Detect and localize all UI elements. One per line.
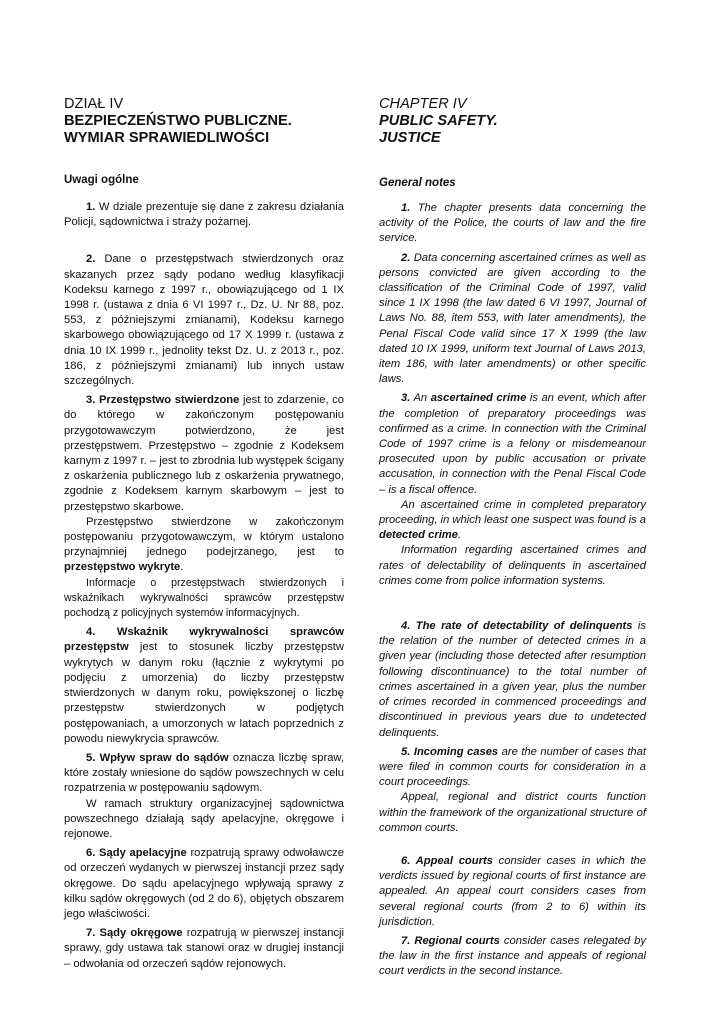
note-text: The chapter presents data concerning the activity of the Police, the courts of law and the fire service. <box>379 202 646 245</box>
note-number: 7. <box>401 934 411 947</box>
note-term: detected crime <box>379 529 458 542</box>
note-6 <box>64 846 344 922</box>
note-text: rozpatrują sprawy odwoławcze od orzeczeń wydanych w pierwszej instancji przez sądy okręgowe. Do sądu apelacyjnego wpływają sprawy z kilku sądów okręgowych (od 2 do 6), objętych obszarem jego właściwości. <box>64 847 344 920</box>
note-term: The rate of detectability of delinquents <box>410 620 633 633</box>
note-text: is the relation of the number of detected crimes in a given year (including those detected after resumption following discontinuance) to the total number of crimes ascertained in a given year, plus the number of crimes recorded in commenced proceedings and discontinued in previous years due to undetected delinquents. <box>379 620 646 739</box>
note-7 <box>64 926 344 972</box>
note-term: Wskaźnik wykrywalności sprawców przestępstw <box>64 626 344 654</box>
english-column <box>379 96 646 980</box>
note-term: Sądy apelacyjne <box>95 847 187 860</box>
note-text: jest to zdarzenie, co do którego w zakończonym postępowaniu przygotowawczym potwierdzono, że jest przestępstwem. Przestępstwo – zgodnie z Kodeksem karnym z 1997 r. – jest to zbrodnia lub występek ścigany z oskarżenia publicznego lub z oskarżenia prywatnego, zgodnie z Kodeksem karnym skarbowym – jest to przestępstwo skarbowe. <box>64 394 344 513</box>
note-number: 4. <box>86 626 96 639</box>
note-text: is an event, which after the completion of preparatory proceedings was confirmed as a crime. In connection with the Criminal Code of 1997 crime is a felony or misdemeanour prosecuted upon by public accusation or private accusation, in connection with the Penal Fiscal Code – is a fiscal offence. <box>379 392 646 496</box>
note-number: 1. <box>401 202 411 214</box>
note-number: 2. <box>401 251 411 264</box>
note-number: 3. <box>86 394 96 407</box>
note-term: Appeal courts <box>410 854 493 867</box>
note-6 <box>379 854 646 930</box>
note-number: 7. <box>86 927 96 940</box>
note-number: 3. <box>401 392 411 405</box>
note-number: 5. <box>401 745 411 758</box>
note-5 <box>64 751 344 797</box>
note-term: Przestępstwo stwierdzone <box>95 394 240 407</box>
note-text: consider cases relegated by the law in the first instance and appeals of regional court verdicts in the second instance. <box>379 934 646 978</box>
notes-title: Uwagi ogólne <box>64 174 139 186</box>
note-text: Information regarding ascertained crimes and rates of delectability of delinquents in ascertained crimes come from police information systems. <box>379 544 646 587</box>
notes-title: General notes <box>379 177 456 189</box>
note-term: przestępstwo wykryte <box>64 561 181 574</box>
note-number: 5. <box>86 751 96 764</box>
note-text: W dziale prezentuje się dane z zakresu działania Policji, sądownictwa i straży pożarnej. <box>64 201 344 229</box>
note-5-continued <box>379 790 646 836</box>
note-number: 2. <box>86 253 96 266</box>
note-2 <box>379 251 646 388</box>
note-text: consider cases in which the verdicts issued by regional courts of first instance are appealed. An appeal court considers cases from several regional courts (from 2 to 6) within its jurisdiction. <box>379 854 646 928</box>
note-term: Incoming cases <box>410 745 499 758</box>
note-text: rozpatrują w pierwszej instancji sprawy, gdy ustawa tak stanowi oraz w drugiej instancji – odwołania od orzeczeń sądów rejonowych. <box>64 927 344 970</box>
note-text: are the number of cases that were filed in common courts for consideration in a court proceedings. <box>379 745 646 789</box>
note-text: Przestępstwo stwierdzone w zakończonym postępowaniu przygotowawczym, w którym ustalono przynajmniej jednego podejrzanego, jest to <box>64 515 344 559</box>
note-text: W ramach struktury organizacyjnej sądownictwa powszechnego działają sądy apelacyjne, okręgowe i rejonowe. <box>64 797 344 840</box>
note-text: Informacje o przestępstwach stwierdzonych i wskaźnikach wykrywalności sprawców przestępstw pochodzą z policyjnych systemów informacyjnych. <box>64 576 344 620</box>
note-1 <box>64 200 344 230</box>
note-term: Wpływ spraw do sądów <box>95 751 229 764</box>
note-3 <box>379 391 646 497</box>
note-text: An ascertained crime in completed preparatory proceeding, in which least one suspect was found is a <box>379 498 646 527</box>
note-text: oznacza liczbę spraw, które zostały wniesione do sądów powszechnych w celu rozpatrzenia w postępowaniu sądowym. <box>64 751 344 795</box>
chapter-heading-line1: BEZPIECZEŃSTWO PUBLICZNE. <box>64 113 292 129</box>
note-term: Regional courts <box>410 934 500 947</box>
note-number: 6. <box>401 854 411 867</box>
note-3 <box>64 393 344 515</box>
note-5 <box>379 745 646 791</box>
note-number: 1. <box>86 201 96 213</box>
note-text: Dane o przestępstwach stwierdzonych oraz skazanych przez sądy podano według klasyfikacji Kodeksu karnego z 1997 r., obowiązującego od 1 IX 1998 r. (ustawa z dnia 6 VI 1997 r., Dz. U. Nr 88, poz. 553, z późniejszymi zmianami), Kodeksu karnego skarbowego obowiązującego od 17 X 1999 r. (ustawa z dnia 10 IX 1999 r., jednolity tekst Dz. U. z 2013 r., poz. 186, z późniejszymi zmianami) lub innych ustaw szczególnych. <box>64 253 344 388</box>
note-3-source <box>379 543 646 589</box>
note-text-end: . <box>180 561 184 574</box>
note-3-continued <box>64 515 344 576</box>
note-text: jest to stosunek liczby przestępstw wykrytych w danym roku (łącznie z wykrytymi po podjęciu z umorzenia) do liczby przestępstw stwierdzonych w danym roku, powiększonej o liczbę przestępstw stwierdzonych w podjętych postępowaniach, a umorzonych w latach poprzednich z powodu niewykrycia sprawców. <box>64 641 344 745</box>
note-text-end: . <box>457 529 462 542</box>
note-2 <box>64 252 344 389</box>
note-4 <box>379 619 646 741</box>
note-text: An <box>410 392 431 405</box>
note-text: Data concerning ascertained crimes as well as persons convicted are given according to the classification of the Criminal Code of 1997, valid since 1 IX 1998 (the law dated 6 VI 1997, Journal of Laws No. 88, item 553, with later amendments), the Penal Fiscal Code valid since 17 X 1999 (the law dated 10 IX 1999, uniform text Journal of Laws 2013, item 186, with later amendments) or other specific laws. <box>379 251 646 386</box>
note-7 <box>379 934 646 980</box>
chapter-heading-line2: JUSTICE <box>379 130 441 146</box>
note-term: Sądy okręgowe <box>95 927 183 940</box>
note-text: Appeal, regional and district courts function within the framework of the organizational structure of common courts. <box>379 791 646 834</box>
note-term: ascertained crime <box>430 392 527 405</box>
chapter-label: CHAPTER IV <box>379 96 467 112</box>
note-number: 4. <box>401 620 411 633</box>
note-5-continued <box>64 797 344 843</box>
note-1 <box>379 201 646 247</box>
chapter-heading-line1: PUBLIC SAFETY. <box>379 113 498 129</box>
note-3-source <box>64 576 344 622</box>
polish-column <box>64 96 344 972</box>
chapter-heading-line2: WYMIAR SPRAWIEDLIWOŚCI <box>64 130 270 146</box>
note-number: 6. <box>86 847 96 860</box>
note-4 <box>64 625 344 747</box>
chapter-label: DZIAŁ IV <box>64 96 124 112</box>
note-3-continued <box>379 498 646 544</box>
